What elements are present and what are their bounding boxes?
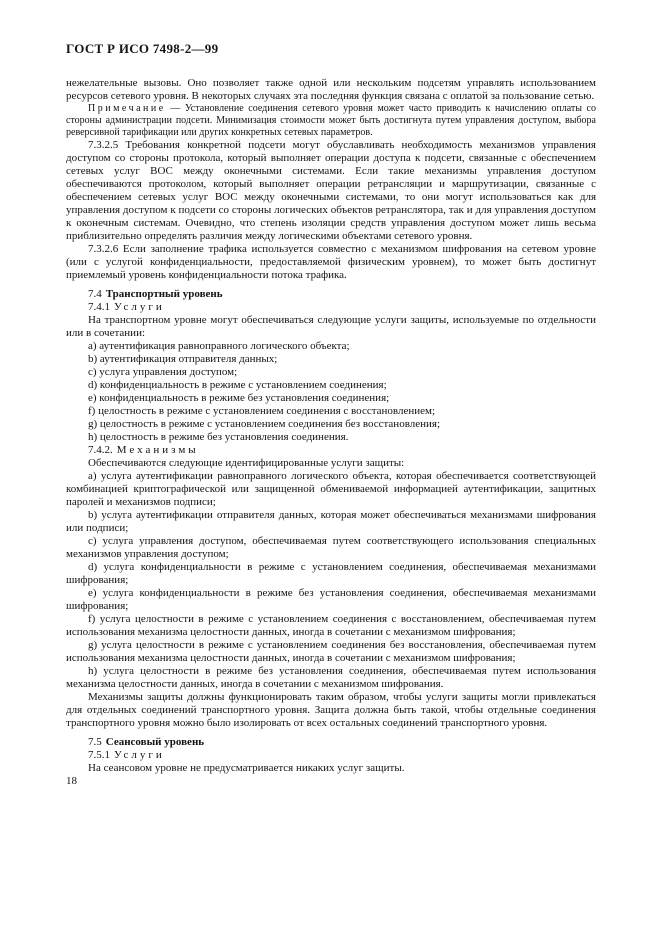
note-label: Примечание (88, 103, 166, 114)
paragraph-mechanisms-summary: Механизмы защиты должны функционировать таким образом, чтобы услуги защиты могли привлекаться для отдельных соединений транспортного уровня. Защита должна быть такой, чтобы отдельные соединения транспортного уровня можно было изолировать от всех остальных соединений транспортного уровня. (66, 691, 596, 729)
section-number: 7.4 (88, 288, 102, 300)
list-item-mechanism-e: e) услуга конфиденциальности в режиме без установления соединения, обеспечиваемая механизмами шифрования; (66, 587, 596, 612)
paragraph-intro-continuation: нежелательные вызовы. Оно позволяет также одной или нескольким подсетям управлять использованием ресурсов сетевого уровня. В некоторых случаях эта последняя функция связана с оплатой за пользование сетью. (66, 77, 596, 102)
section-heading-7-5 (66, 736, 596, 749)
subsection-title: Услуги (114, 749, 165, 761)
section-title: Транспортный уровень (105, 288, 223, 300)
list-item-mechanism-d: d) услуга конфиденциальности в режиме с установлением соединения, обеспечиваемая механизмами шифрования; (66, 561, 596, 586)
subsection-number: 7.4.2. (88, 444, 113, 456)
services-list (66, 340, 596, 444)
document-title: ГОСТ Р ИСО 7498-2—99 (66, 41, 219, 56)
list-item-mechanism-c: c) услуга управления доступом, обеспечиваемая путем соответствующего использования специальных механизмов управления доступом; (66, 535, 596, 560)
list-item-service-f: f) целостность в режиме с установлением соединения с восстановлением; (88, 405, 436, 417)
list-item-mechanism-g: g) услуга целостности в режиме с установлением соединения без восстановления, обеспечиваемая путем использования механизма целостности данных, иногда в сочетании с механизмом шифрования; (66, 639, 596, 664)
paragraph-mechanisms-intro: Обеспечиваются следующие идентифицированные услуги защиты: (88, 457, 405, 469)
list-item-mechanism-f: f) услуга целостности в режиме с установлением соединения с восстановлением, обеспечиваемая путем использования механизма целостности данных, иногда в сочетании с механизмом шифрования; (66, 613, 596, 638)
subsection-number: 7.5.1 (88, 749, 110, 761)
list-item-service-e: e) конфиденциальность в режиме без установления соединения; (88, 392, 390, 404)
paragraph-7-3-2-6: 7.3.2.6 Если заполнение трафика используется совместно с механизмом шифрования на сетевом уровне (или с услугой конфиденциальности, предоставляемой физическим уровнем), то может быть достигнут приемлемый уровень конфиденциальности потока трафика. (66, 243, 596, 281)
page-number: 18 (66, 775, 77, 787)
subsection-title: Механизмы (116, 444, 199, 456)
list-item-service-b: b) аутентификация отправителя данных; (88, 353, 278, 365)
list-item-service-c: c) услуга управления доступом; (88, 366, 238, 378)
list-item-service-a: a) аутентификация равноправного логического объекта; (88, 340, 350, 352)
section-title: Сеансовый уровень (105, 736, 205, 748)
list-item-mechanism-h: h) услуга целостности в режиме без установления соединения, обеспечиваемая путем использования механизма целостности данных, иногда в сочетании с механизмом шифрования. (66, 665, 596, 690)
paragraph-services-intro: На транспортном уровне могут обеспечиваться следующие услуги защиты, используемые по отдельности или в сочетании: (66, 314, 596, 339)
document-body (66, 77, 596, 788)
subsection-title: Услуги (114, 301, 165, 313)
note-paragraph (66, 103, 596, 139)
subsection-heading-7-5-1 (66, 749, 596, 762)
subsection-heading-7-4-2 (66, 444, 596, 457)
list-item-service-h: h) целостность в режиме без установления соединения. (88, 431, 349, 443)
paragraph-7-3-2-5: 7.3.2.5 Требования конкретной подсети могут обуславливать необходимость механизмов управления доступом со стороны протокола, который выполняет операции доступа к подсети, связанные с обеспечением сетевых услуг ВОС между оконечными системами. Если такие механизмы управления доступом обеспечиваются протоколом, который выполняет операции ретрансляции и маршрутизации, связанные с обеспечением сетевых услуг ВОС между оконечными системами, то они могут использоваться как для управления доступом к подсети со стороны логических объектов ретранслятора, так и для управления доступом к оконечным системам. Очевидно, что степень изоляции средств управления доступом может лишь весьма приблизительно определять различия между логическими объектами сетевого уровня. (66, 139, 596, 242)
list-item-mechanism-b: b) услуга аутентификации отправителя данных, которая может обеспечиваться механизмами шифрования или подписи; (66, 509, 596, 534)
list-item-mechanism-a: a) услуга аутентификации равноправного логического объекта, которая обеспечивается соответствующей комбинацией криптографической или защищенной обмениваемой информацией аутентификации, защитных паролей и механизмов подписи; (66, 470, 596, 508)
section-number: 7.5 (88, 736, 102, 748)
paragraph-session-text: На сеансовом уровне не предусматривается никаких услуг защиты. (88, 762, 405, 774)
subsection-number: 7.4.1 (88, 301, 110, 313)
list-item-service-g: g) целостность в режиме с установлением соединения без восстановления; (88, 418, 440, 430)
section-heading-7-4 (66, 288, 596, 301)
subsection-heading-7-4-1 (66, 301, 596, 314)
note-text: — Установление соединения сетевого уровня может часто приводить к начислению оплаты со стороны администрации подсети. Минимизация стоимости может быть достигнута путем управления доступом, выбора реверсивной тарификации или других конкретных сетевых параметров. (66, 103, 596, 138)
list-item-service-d: d) конфиденциальность в режиме с установлением соединения; (88, 379, 387, 391)
